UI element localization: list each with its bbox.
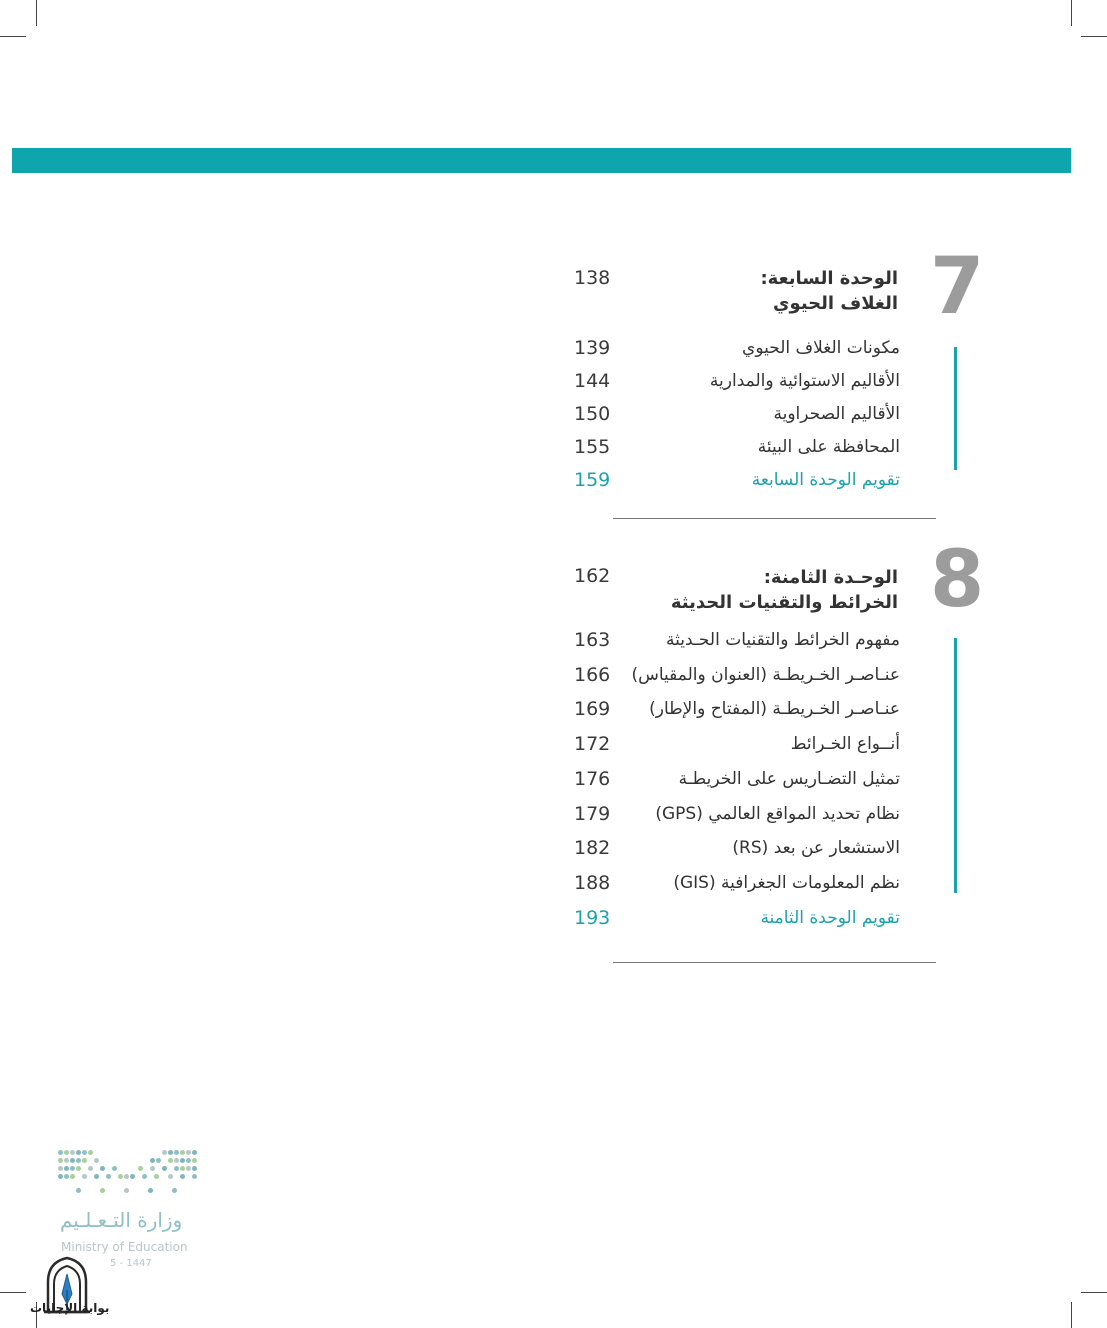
logo-dot	[168, 1150, 173, 1155]
logo-dot	[150, 1166, 155, 1171]
logo-dot	[82, 1158, 87, 1163]
logo-dot	[124, 1188, 129, 1193]
unit-title-line2: الغلاف الحيوي	[773, 293, 898, 314]
toc-entry[interactable]	[560, 802, 900, 832]
toc-entry-title: الأقاليم الصحراوية	[773, 404, 900, 424]
toc-entry-title: عنـاصـر الخـريطـة (العنوان والمقياس)	[631, 665, 900, 685]
logo-dot	[70, 1174, 75, 1179]
toc-entry-title: مفهوم الخرائط والتقنيات الحـديثة	[666, 630, 900, 650]
ministry-logo	[58, 1150, 203, 1200]
logo-dot	[186, 1150, 191, 1155]
unit-title	[760, 266, 898, 316]
crop-mark	[0, 1292, 26, 1293]
logo-dot	[162, 1166, 167, 1171]
logo-dot	[174, 1158, 179, 1163]
toc-entry-page: 169	[574, 698, 611, 720]
toc-entry-page: 172	[574, 733, 611, 755]
logo-dot	[76, 1158, 81, 1163]
crop-mark	[36, 0, 37, 26]
toc-entry-title: عنـاصـر الخـريطـة (المفتاح والإطار)	[649, 699, 900, 719]
toc-review-title: تقويم الوحدة الثامنة	[760, 908, 900, 928]
toc-entry-page: 139	[574, 337, 611, 359]
logo-dot	[180, 1150, 185, 1155]
unit-8-section	[560, 535, 985, 965]
unit-title	[671, 565, 898, 615]
logo-dot	[76, 1188, 81, 1193]
crop-mark	[1081, 1292, 1107, 1293]
logo-dot	[172, 1188, 177, 1193]
logo-dot	[148, 1188, 153, 1193]
toc-entry[interactable]	[560, 871, 900, 901]
logo-dot	[70, 1150, 75, 1155]
unit-number: 8	[930, 535, 985, 625]
unit-title-line1: الوحدة السابعة:	[760, 268, 898, 289]
toc-entry-title: أنــواع الخـرائط	[790, 734, 900, 754]
toc-review-entry[interactable]	[560, 468, 900, 498]
toc-entry-title: مكونات الغلاف الحيوي	[742, 338, 900, 358]
unit-title-line1: الوحـدة الثامنة:	[763, 567, 898, 588]
logo-dot	[82, 1174, 87, 1179]
logo-dot	[106, 1174, 111, 1179]
toc-entry[interactable]	[560, 369, 900, 399]
logo-dot	[112, 1166, 117, 1171]
logo-dot	[64, 1158, 69, 1163]
logo-dot	[186, 1158, 191, 1163]
logo-dot	[174, 1166, 179, 1171]
toc-entry[interactable]	[560, 732, 900, 762]
logo-dot	[64, 1174, 69, 1179]
logo-dot	[76, 1166, 81, 1171]
toc-entry[interactable]	[560, 435, 900, 465]
logo-dot	[118, 1174, 123, 1179]
logo-dot	[70, 1158, 75, 1163]
unit-accent-line	[954, 347, 957, 470]
toc-entry-page: 176	[574, 768, 611, 790]
section-divider	[613, 962, 936, 963]
ministry-year: 5 - 1447	[110, 1258, 152, 1269]
unit-title-page: 138	[574, 267, 611, 289]
logo-dot	[150, 1158, 155, 1163]
logo-dot	[154, 1174, 159, 1179]
logo-dot	[186, 1166, 191, 1171]
logo-dot	[162, 1150, 167, 1155]
section-divider	[613, 518, 936, 519]
toc-entry-title: الأقاليم الاستوائية والمدارية	[709, 371, 900, 391]
logo-dot	[82, 1150, 87, 1155]
logo-dot	[174, 1150, 179, 1155]
logo-dot	[142, 1174, 147, 1179]
logo-dot	[64, 1150, 69, 1155]
header-band	[12, 148, 1071, 173]
toc-entry-title: المحافظة على البيئة	[757, 437, 900, 457]
ministry-name-english: Ministry of Education	[61, 1240, 188, 1254]
ministry-name-arabic: وزارة التـعـلـيم	[60, 1208, 183, 1232]
logo-dot	[64, 1166, 69, 1171]
toc-entry-page: 182	[574, 837, 611, 859]
logo-dot	[88, 1150, 93, 1155]
toc-entry-title: الاستشعار عن بعد (RS)	[732, 838, 900, 858]
logo-dot	[180, 1166, 185, 1171]
toc-entry[interactable]	[560, 767, 900, 797]
unit-7-section	[560, 242, 985, 525]
logo-dot	[76, 1150, 81, 1155]
logo-dot	[88, 1166, 93, 1171]
toc-entry-page: 166	[574, 664, 611, 686]
toc-entry[interactable]	[560, 663, 900, 693]
logo-dot	[58, 1166, 63, 1171]
logo-dot	[192, 1166, 197, 1171]
crop-mark	[0, 36, 26, 37]
toc-entry[interactable]	[560, 836, 900, 866]
unit-number: 7	[930, 242, 985, 332]
unit-accent-line	[954, 638, 957, 893]
toc-review-page: 193	[574, 907, 611, 929]
toc-entry-title: تمثيل التضـاريس على الخريطـة	[678, 769, 900, 789]
toc-entry-page: 144	[574, 370, 611, 392]
logo-dot	[192, 1150, 197, 1155]
logo-dot	[180, 1174, 185, 1179]
logo-dot	[100, 1166, 105, 1171]
toc-review-title: تقويم الوحدة السابعة	[751, 470, 900, 490]
toc-entry-page: 155	[574, 436, 611, 458]
logo-dot	[58, 1174, 63, 1179]
logo-dot	[168, 1158, 173, 1163]
logo-dot	[156, 1158, 161, 1163]
logo-dot	[138, 1166, 143, 1171]
logo-dot	[124, 1174, 129, 1179]
toc-review-page: 159	[574, 469, 611, 491]
toc-entry-title: نظم المعلومات الجغرافية (GIS)	[673, 873, 900, 893]
toc-entry[interactable]	[560, 336, 900, 366]
logo-dot	[70, 1166, 75, 1171]
logo-dot	[100, 1188, 105, 1193]
logo-dot	[58, 1158, 63, 1163]
logo-dot	[192, 1158, 197, 1163]
toc-entry-page: 163	[574, 629, 611, 651]
logo-dot	[94, 1174, 99, 1179]
logo-dot	[168, 1174, 173, 1179]
toc-entry[interactable]	[560, 628, 900, 658]
logo-dot	[192, 1174, 197, 1179]
watermark-label: بوابة الإجابات	[30, 1301, 110, 1315]
toc-entry[interactable]	[560, 697, 900, 727]
crop-mark	[1081, 36, 1107, 37]
unit-title-line2: الخرائط والتقنيات الحديثة	[670, 592, 898, 613]
logo-dot	[58, 1150, 63, 1155]
unit-title-page: 162	[574, 565, 611, 587]
toc-entry-page: 179	[574, 803, 611, 825]
crop-mark	[1071, 1302, 1072, 1328]
logo-dot	[94, 1158, 99, 1163]
toc-entry-title: نظام تحديد المواقع العالمي (GPS)	[655, 804, 900, 824]
toc-entry-page: 188	[574, 872, 611, 894]
ministry-dots-logo-icon	[58, 1150, 198, 1200]
crop-mark	[1071, 0, 1072, 26]
logo-dot	[180, 1158, 185, 1163]
logo-dot	[130, 1174, 135, 1179]
toc-entry-page: 150	[574, 403, 611, 425]
toc-review-entry[interactable]	[560, 906, 900, 936]
toc-entry[interactable]	[560, 402, 900, 432]
